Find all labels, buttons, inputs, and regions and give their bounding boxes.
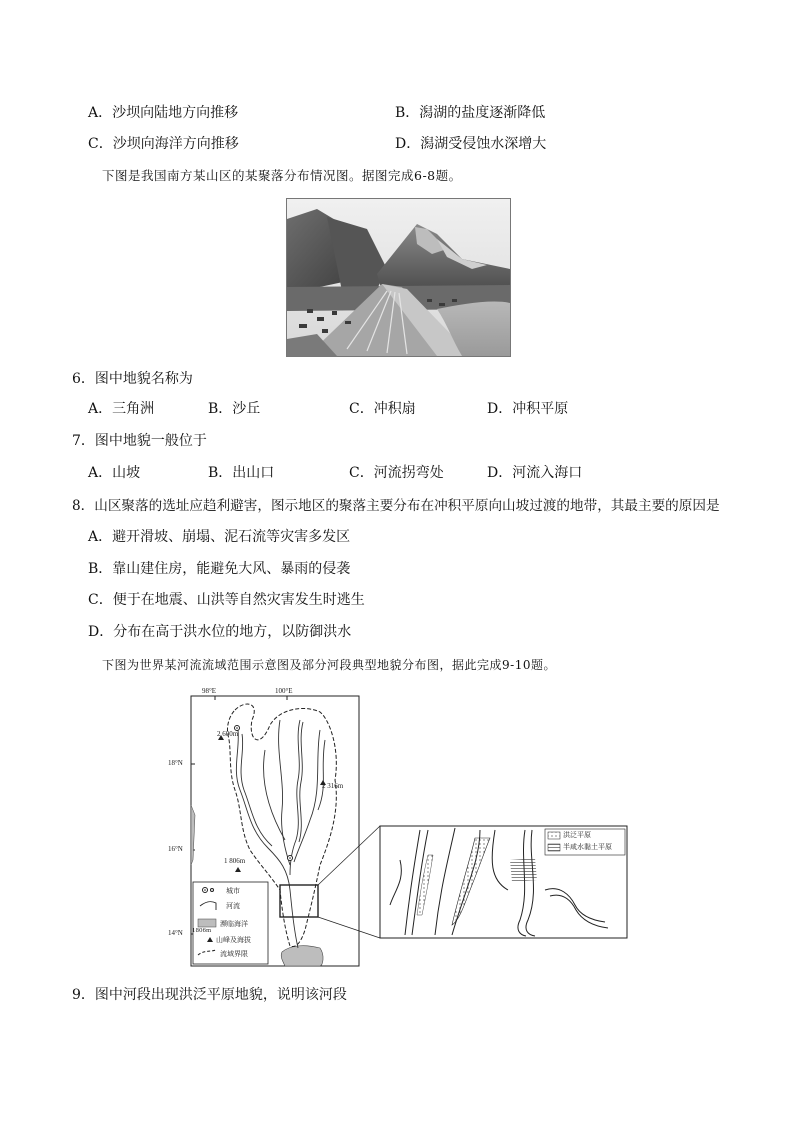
- q7-option-b: B．出山口: [208, 465, 275, 481]
- q5-option-d: D．潟湖受侵蚀水深增大: [395, 136, 547, 152]
- q7-stem: 7．图中地貌一般位于: [72, 433, 207, 449]
- lon-98-label: 98°E: [202, 687, 217, 695]
- q5-option-a: A．沙坝向陆地方向推移: [88, 105, 239, 121]
- alluvial-fan-photo: [286, 198, 511, 357]
- legend-boundary: 流域界限: [220, 950, 248, 958]
- intro-9-10: 下图为世界某河流流域范围示意图及部分河段典型地貌分布图，据此完成9-10题。: [102, 658, 556, 672]
- legend-peak: 山峰及海拔: [216, 936, 251, 944]
- legend-sea: 濒临海洋: [220, 920, 248, 928]
- peak-2600-label: 2 600m: [217, 730, 239, 738]
- legend-river: 河流: [226, 902, 240, 910]
- legend-city: 城市: [226, 887, 240, 895]
- alluvial-fan-photo-illustration: [287, 199, 510, 356]
- q6-option-b: B．沙丘: [208, 401, 261, 417]
- q5-option-b: B．潟湖的盐度逐渐降低: [395, 105, 546, 121]
- lat-16-label: 16°N: [168, 845, 183, 853]
- q6-stem: 6．图中地貌名称为: [72, 371, 193, 387]
- q5-option-c: C．沙坝向海洋方向推移: [88, 136, 239, 152]
- lon-100-label: 100°E: [275, 687, 293, 695]
- inset-legend-floodplain: 洪泛平原: [563, 831, 591, 839]
- q7-option-a: A．山坡: [88, 465, 141, 481]
- q9-stem: 9．图中河段出现洪泛平原地貌，说明该河段: [72, 987, 347, 1003]
- lat-14-label: 14°N: [168, 929, 183, 937]
- q6-option-d: D．冲积平原: [487, 401, 569, 417]
- river-basin-map: [168, 687, 630, 970]
- peak-2316-label: 2 316m: [322, 782, 344, 790]
- lat-18-label: 18°N: [168, 759, 183, 767]
- q8-option-a: A．避开滑坡、崩塌、泥石流等灾害多发区: [88, 529, 351, 545]
- q8-option-d: D．分布在高于洪水位的地方，以防御洪水: [88, 624, 352, 640]
- intro-6-8: 下图是我国南方某山区的某聚落分布情况图。据图完成6-8题。: [102, 168, 462, 183]
- q7-option-d: D．河流入海口: [487, 465, 583, 481]
- q7-option-c: C．河流拐弯处: [349, 465, 444, 481]
- legend-peak-sample: 1806m: [192, 928, 212, 934]
- q6-option-c: C．冲积扇: [349, 401, 416, 417]
- q6-option-a: A．三角洲: [88, 401, 155, 417]
- inset-legend-brackish-plain: 半咸水黏土平原: [563, 843, 612, 851]
- peak-1806-label: 1 806m: [224, 857, 246, 865]
- q8-option-c: C．便于在地震、山洪等自然灾害发生时逃生: [88, 592, 365, 608]
- q8-option-b: B．靠山建住房，能避免大风、暴雨的侵袭: [88, 561, 351, 577]
- q8-stem: 8．山区聚落的选址应趋利避害，图示地区的聚落主要分布在冲积平原向山坡过渡的地带，其最主要的原因是: [72, 498, 720, 514]
